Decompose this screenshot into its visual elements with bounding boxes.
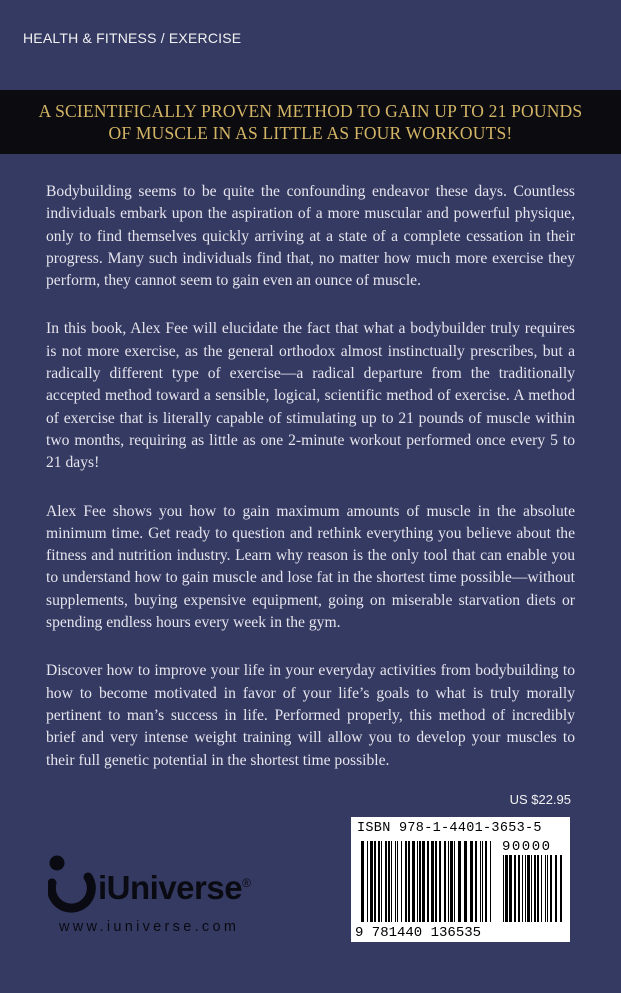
barcode-bar <box>397 841 398 922</box>
barcode-bar <box>381 841 382 922</box>
barcode-bar <box>378 841 380 922</box>
barcode-bar <box>417 841 418 922</box>
iuniverse-logo-icon <box>48 853 98 913</box>
barcode-bar <box>405 841 407 922</box>
barcode-bar <box>560 855 562 922</box>
barcode-bar <box>480 841 481 922</box>
book-description <box>46 181 575 798</box>
barcode-bar <box>509 855 512 922</box>
barcode-bar <box>374 841 376 922</box>
publisher-url: www.iuniverse.com <box>59 919 240 935</box>
barcode-bar <box>385 841 387 922</box>
barcode-bar <box>427 841 429 922</box>
barcode-digits: 9 781440 136535 <box>355 925 482 941</box>
barcode-bar <box>482 841 483 922</box>
barcode-bar <box>534 855 536 922</box>
barcode-bar <box>422 841 425 922</box>
barcode-bar <box>391 841 392 922</box>
barcode-bar <box>388 841 390 922</box>
category-label: HEALTH & FITNESS / EXERCISE <box>23 30 242 46</box>
barcode-bar <box>545 855 546 922</box>
barcode-bar <box>490 841 491 922</box>
barcode-bar <box>550 855 552 922</box>
barcode-bar <box>475 841 477 922</box>
barcode-bar <box>555 855 557 922</box>
barcode-bar <box>470 841 473 922</box>
barcode-bar <box>531 855 532 922</box>
barcode-bar <box>367 841 368 922</box>
description-paragraph: Bodybuilding seems to be quite the confounding endeavor these days. Countless individuals embark upon the aspiration of a more muscular and powerful physique, only to find themselves quickly arriving at a state of a complete cessation in their progress. Many such individuals find that, no matter how much more exercise they perform, they cannot seem to gain even an ounce of muscle. <box>46 183 575 290</box>
headline-banner <box>0 90 621 154</box>
barcode-bar <box>408 841 410 922</box>
barcode-bar <box>527 855 530 922</box>
price-label: US $22.95 <box>509 792 571 807</box>
barcode-bar <box>370 841 373 922</box>
barcode-bar <box>412 841 415 922</box>
publisher-name: iUniverse® <box>98 869 251 906</box>
description-paragraph: Alex Fee shows you how to gain maximum amounts of muscle in the absolute minimum time. Get ready to question and rethink everything you believe about the fitness and nutrition industry. Learn why reason is the only tool that can enable you to understand how to gain muscle and lose fat in the shortest time possible—without supplements, buying expensive equipment, going on miserable starvation diets or spending endless hours every week in the gym. <box>46 502 575 632</box>
barcode-bar <box>485 841 487 922</box>
barcode-bar <box>439 841 441 922</box>
barcode-bar <box>450 841 453 922</box>
barcode-bar <box>448 841 449 922</box>
barcode-bar <box>395 841 396 922</box>
barcode-bar <box>514 855 516 922</box>
barcode-bar <box>541 855 542 922</box>
barcode-bar <box>547 855 548 922</box>
barcode-bar <box>522 855 523 922</box>
barcode-price-code: 90000 <box>502 839 552 855</box>
publisher-logo <box>48 853 308 943</box>
barcode-bar <box>503 855 504 922</box>
barcode-bar <box>537 855 539 922</box>
barcode-bar <box>431 841 434 922</box>
barcode-bar <box>525 855 526 922</box>
description-paragraph: Discover how to improve your life in your everyday activities from bodybuilding to how to become motivated in favor of your life’s goals to what is truly morally pertinent to man’s success in life. Performed properly, this method of incredibly brief and very intense weight training will allow you to develop your muscles to their full genetic potential in the shortest time possible. <box>46 662 575 769</box>
barcode-bar <box>464 841 467 922</box>
barcode-bar <box>518 855 520 922</box>
barcode-bar <box>454 841 455 922</box>
description-paragraph: In this book, Alex Fee will elucidate the fact that what a bodybuilder truly requires is not more exercise, as the general orthodox almost instinctually prescribes, but a radically different type of exercise—a radical departure from the traditionally accepted method toward a sensible, logical, scientific method of exercise. A method of exercise that is literally capable of stimulating up to 21 pounds of muscle within two months, requiring as little as one 2-minute workout performed once every 5 to 21 days! <box>46 320 575 472</box>
barcode-bar <box>435 841 437 922</box>
barcode-bar <box>505 855 508 922</box>
barcode-bar <box>401 841 402 922</box>
headline-text: A SCIENTIFICALLY PROVEN METHOD TO GAIN UP TO 21 POUNDS OF MUSCLE IN AS LITTLE AS FOUR WORKOUTS! <box>38 101 583 143</box>
barcode-bar <box>361 841 364 922</box>
isbn-number: ISBN 978-1-4401-3653-5 <box>357 821 542 836</box>
barcode-bar <box>458 841 461 922</box>
barcode-bar <box>419 841 421 922</box>
isbn-barcode <box>351 817 570 942</box>
barcode-bar <box>444 841 446 922</box>
